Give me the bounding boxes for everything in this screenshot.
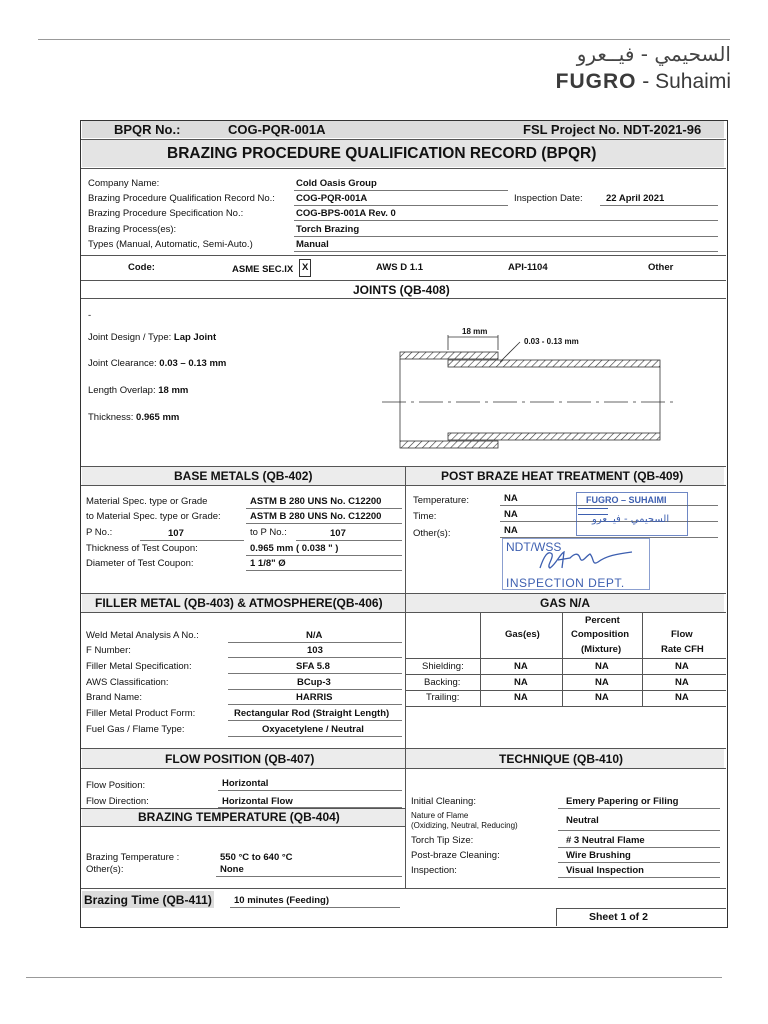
to-material-spec-value: ASTM B 280 UNS No. C12200 bbox=[250, 511, 382, 522]
joints-dash: - bbox=[88, 310, 92, 321]
filler-spec-label: Filler Metal Specification: bbox=[86, 661, 192, 672]
temp-other-label: Other(s): bbox=[86, 864, 124, 875]
brazing-temp-label: Brazing Temperature : bbox=[86, 852, 180, 863]
joint-clearance-row: Joint Clearance: 0.03 – 0.13 mm bbox=[88, 358, 227, 369]
technique-title: TECHNIQUE (QB-410) bbox=[499, 752, 624, 766]
thickness-row: Thickness: 0.965 mm bbox=[88, 412, 180, 423]
inspection-date-label: Inspection Date: bbox=[514, 193, 583, 204]
flow-position-label: Flow Position: bbox=[86, 780, 146, 791]
gas-row-gas: NA bbox=[514, 661, 528, 672]
brazing-time-value: 10 minutes (Feeding) bbox=[234, 895, 330, 906]
material-spec-value: ASTM B 280 UNS No. C12200 bbox=[250, 496, 382, 507]
gas-title: GAS N/A bbox=[540, 596, 591, 610]
gas-row-comp: NA bbox=[595, 677, 609, 688]
torch-tip-value: # 3 Neutral Flame bbox=[566, 835, 645, 846]
gas-row-label: Shielding: bbox=[422, 661, 464, 672]
product-form-value: Rectangular Rod (Straight Length) bbox=[234, 708, 390, 719]
bpqr-no-value: COG-PQR-001A bbox=[228, 122, 326, 137]
gas-row-flow: NA bbox=[675, 661, 689, 672]
gas-row-label: Trailing: bbox=[426, 692, 460, 703]
logo-brand: FUGRO bbox=[555, 70, 637, 93]
flame-nature-label: Nature of Flame bbox=[411, 811, 469, 820]
asme-check-mark: X bbox=[302, 262, 309, 273]
top-rule bbox=[38, 39, 730, 40]
pbht-temp-value: NA bbox=[504, 493, 518, 504]
filler-title: FILLER METAL (QB-403) & ATMOSPHERE(QB-406) bbox=[95, 596, 383, 610]
f-number-value: 103 bbox=[307, 645, 323, 656]
material-spec-label: Material Spec. type or Grade bbox=[86, 496, 208, 507]
gas-col-gases: Gas(es) bbox=[505, 629, 540, 640]
gas-col-mixture: (Mixture) bbox=[581, 644, 622, 655]
company-logo: السحيمي - فيــعرو FUGRO - Suhaimi bbox=[555, 42, 731, 93]
gas-col-rate: Rate CFH bbox=[661, 644, 704, 655]
gas-col-percent: Percent bbox=[585, 615, 620, 626]
inspection-stamp bbox=[500, 492, 690, 590]
gas-row-flow: NA bbox=[675, 677, 689, 688]
pbht-other-value: NA bbox=[504, 525, 518, 536]
length-overlap-row: Length Overlap: 18 mm bbox=[88, 385, 189, 396]
flow-direction-label: Flow Direction: bbox=[86, 796, 149, 807]
code-other: Other bbox=[648, 262, 674, 273]
code-label: Code: bbox=[128, 262, 155, 273]
gas-row-flow: NA bbox=[675, 692, 689, 703]
code-aws: AWS D 1.1 bbox=[376, 262, 423, 273]
analysis-value: N/A bbox=[306, 630, 323, 641]
p-no-label: P No.: bbox=[86, 527, 113, 538]
gas-row-comp: NA bbox=[595, 661, 609, 672]
brazing-temp-value: 550 °C to 640 °C bbox=[220, 852, 293, 863]
spec-no-label: Brazing Procedure Specification No.: bbox=[88, 208, 244, 219]
to-material-spec-label: to Material Spec. type or Grade: bbox=[86, 511, 221, 522]
process-label: Brazing Process(es): bbox=[88, 224, 177, 235]
sheet-number: Sheet 1 of 2 bbox=[589, 911, 648, 923]
flame-nature-value: Neutral bbox=[566, 815, 599, 826]
bottom-rule bbox=[26, 977, 722, 978]
company-name-label: Company Name: bbox=[88, 178, 160, 189]
stamp-brand: FUGRO – SUHAIMI bbox=[586, 495, 667, 505]
gas-row-label: Backing: bbox=[424, 677, 461, 688]
thickness-coupon-value: 0.965 mm ( 0.038 " ) bbox=[250, 543, 339, 554]
fuel-gas-label: Fuel Gas / Flame Type: bbox=[86, 724, 185, 735]
dim-overlap-label: 18 mm bbox=[462, 327, 488, 336]
gas-row-gas: NA bbox=[514, 692, 528, 703]
analysis-label: Weld Metal Analysis A No.: bbox=[86, 630, 199, 641]
post-braze-value: Wire Brushing bbox=[566, 850, 631, 861]
torch-tip-label: Torch Tip Size: bbox=[411, 835, 474, 846]
types-value: Manual bbox=[296, 239, 329, 250]
types-label: Types (Manual, Automatic, Semi-Auto.) bbox=[88, 239, 253, 250]
gas-row-comp: NA bbox=[595, 692, 609, 703]
gas-row-gas: NA bbox=[514, 677, 528, 688]
base-metals-title: BASE METALS (QB-402) bbox=[174, 469, 313, 483]
pbht-time-value: NA bbox=[504, 509, 518, 520]
f-number-label: F Number: bbox=[86, 645, 131, 656]
spec-no-value: COG-BPS-001A Rev. 0 bbox=[296, 208, 396, 219]
pbht-time-label: Time: bbox=[413, 511, 437, 522]
pbht-other-label: Other(s): bbox=[413, 528, 451, 539]
flame-nature-sub: (Oxidizing, Neutral, Reducing) bbox=[411, 821, 518, 830]
flow-title: FLOW POSITION (QB-407) bbox=[165, 752, 315, 766]
stamp-dept-2: INSPECTION DEPT. bbox=[506, 576, 625, 590]
flow-direction-value: Horizontal Flow bbox=[222, 796, 293, 807]
joint-design-row: Joint Design / Type: Lap Joint bbox=[88, 332, 217, 343]
product-form-label: Filler Metal Product Form: bbox=[86, 708, 196, 719]
process-value: Torch Brazing bbox=[296, 224, 360, 235]
initial-cleaning-value: Emery Papering or Filing bbox=[566, 796, 679, 807]
aws-class-label: AWS Classification: bbox=[86, 677, 169, 688]
joints-title: JOINTS (QB-408) bbox=[353, 283, 450, 297]
initial-cleaning-label: Initial Cleaning: bbox=[411, 796, 476, 807]
brand-name-value: HARRIS bbox=[296, 692, 333, 703]
brand-name-label: Brand Name: bbox=[86, 692, 142, 703]
to-p-no-value: 107 bbox=[330, 528, 346, 539]
stamp-dept-1: NDT/WSS bbox=[506, 540, 562, 554]
fuel-gas-value: Oxyacetylene / Neutral bbox=[262, 724, 364, 735]
dim-clearance-label: 0.03 - 0.13 mm bbox=[524, 337, 579, 346]
filler-spec-value: SFA 5.8 bbox=[296, 661, 330, 672]
inspection-label: Inspection: bbox=[411, 865, 457, 876]
brazing-temp-title: BRAZING TEMPERATURE (QB-404) bbox=[138, 810, 340, 824]
record-no-value: COG-PQR-001A bbox=[296, 193, 368, 204]
aws-class-value: BCup-3 bbox=[297, 677, 331, 688]
inspection-date-value: 22 April 2021 bbox=[606, 193, 665, 204]
fsl-project-no: FSL Project No. NDT-2021-96 bbox=[523, 122, 702, 137]
record-no-label: Brazing Procedure Qualification Record No.: bbox=[88, 193, 275, 204]
inspection-value: Visual Inspection bbox=[566, 865, 644, 876]
temp-other-value: None bbox=[220, 864, 244, 875]
logo-suffix: Suhaimi bbox=[655, 70, 731, 93]
code-api: API-1104 bbox=[508, 262, 548, 273]
stamp-arabic: السحيمي - فيــعرو bbox=[592, 514, 670, 525]
pbht-temp-label: Temperature: bbox=[413, 495, 469, 506]
pbht-title: POST BRAZE HEAT TREATMENT (QB-409) bbox=[441, 469, 684, 483]
company-name-value: Cold Oasis Group bbox=[296, 178, 377, 189]
p-no-value: 107 bbox=[168, 528, 184, 539]
to-p-no-label: to P No.: bbox=[250, 527, 287, 538]
gas-col-composition: Composition bbox=[571, 629, 630, 640]
brazing-time-title: Brazing Time (QB-411) bbox=[84, 893, 212, 907]
gas-col-flow: Flow bbox=[671, 629, 693, 640]
post-braze-label: Post-braze Cleaning: bbox=[411, 850, 500, 861]
thickness-coupon-label: Thickness of Test Coupon: bbox=[86, 543, 198, 554]
code-asme: ASME SEC.IX bbox=[232, 264, 294, 275]
flow-position-value: Horizontal bbox=[222, 778, 269, 789]
diameter-coupon-label: Diameter of Test Coupon: bbox=[86, 558, 194, 569]
page-title: BRAZING PROCEDURE QUALIFICATION RECORD (BPQR) bbox=[167, 145, 597, 162]
logo-arabic: السحيمي - فيــعرو bbox=[576, 42, 731, 66]
bpqr-no-label: BPQR No.: bbox=[114, 122, 181, 137]
diameter-coupon-value: 1 1/8" Ø bbox=[250, 558, 286, 569]
